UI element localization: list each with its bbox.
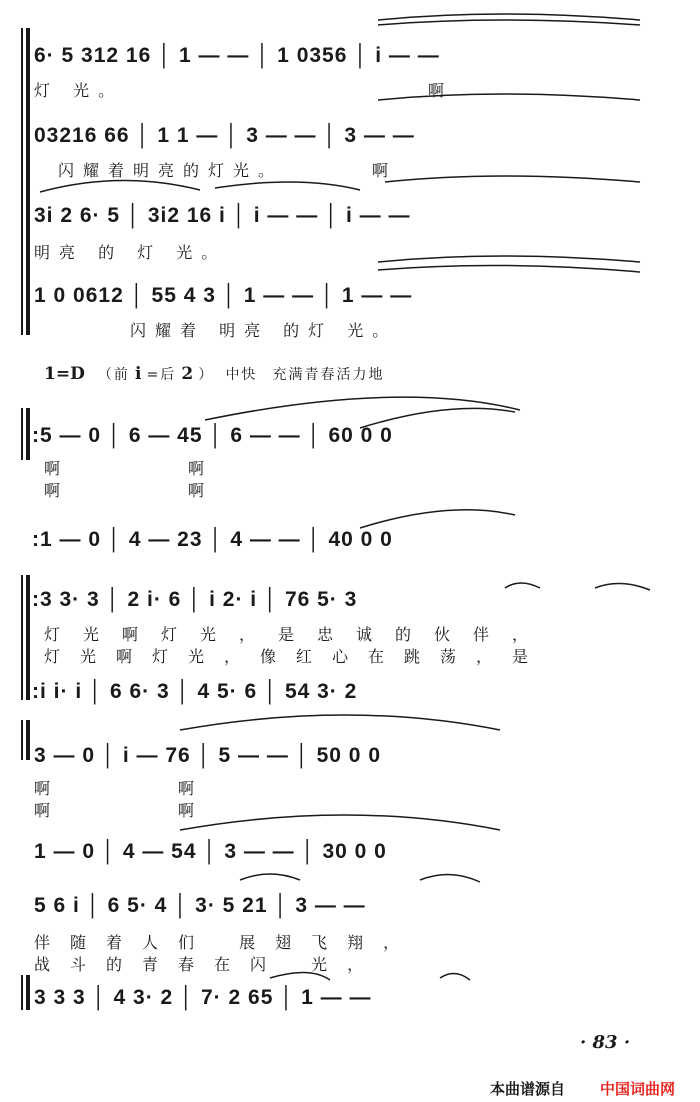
key-equals: =后 xyxy=(146,367,177,383)
tempo-marking: 中快 xyxy=(225,367,258,383)
system2-ah-1: 啊 xyxy=(44,459,70,478)
system1-voice3-notes: 3i 2 6· 5 │ 3i2 16 i │ i — — │ i — — xyxy=(34,204,411,227)
system2-lyric-verse2: 灯光啊灯光，像红心在跳荡，是 xyxy=(44,647,549,666)
system1-voice2-ah: 啊 xyxy=(372,161,398,180)
system2-ah-2: 啊 xyxy=(188,459,214,478)
footer-source-text: 本曲谱源自 xyxy=(490,1080,566,1098)
system1-voice4-lyric: 闪耀着 明亮 的灯 光。 xyxy=(130,321,398,340)
system1-voice1-ah: 啊 xyxy=(428,81,454,100)
system1-voice3-lyric: 明亮 的 灯 光。 xyxy=(34,243,227,262)
system3-ah-1: 啊 xyxy=(34,779,60,798)
system2-voice3-notes: :3 3· 3 │ 2 i· 6 │ i 2· i │ 76 5· 3 xyxy=(32,588,358,611)
key-paren-close: ） xyxy=(198,367,215,383)
key-signature: 1=D xyxy=(44,364,85,384)
system1-voice2-lyric: 闪耀着明亮的灯光。 xyxy=(58,161,284,180)
system3-lyric-verse2: 战斗的青春在闪 光， xyxy=(34,955,384,974)
system3-voice1-notes: 3 — 0 │ i — 76 │ 5 — — │ 50 0 0 xyxy=(34,744,382,767)
system3-voice4-notes: 3 3 3 │ 4 3· 2 │ 7· 2 65 │ 1 — — xyxy=(34,986,372,1009)
system1-voice4-notes: 1 0 0612 │ 55 4 3 │ 1 — — │ 1 — — xyxy=(34,284,413,307)
system2-ah-4: 啊 xyxy=(188,481,214,500)
system2-lyric-verse1: 灯光啊灯光，是忠诚的伙伴， xyxy=(44,625,552,644)
key-note-i: i xyxy=(135,364,142,384)
system2-voice2-notes: :1 — 0 │ 4 — 23 │ 4 — — │ 40 0 0 xyxy=(32,528,393,551)
system1-voice2-notes: 03216 66 │ 1 1 — │ 3 — — │ 3 — — xyxy=(34,124,415,147)
system3-voice3-notes: 5 6 i │ 6 5· 4 │ 3· 5 21 │ 3 — — xyxy=(34,894,366,917)
key-note-2: 2 xyxy=(181,364,194,384)
system3-ah-4: 啊 xyxy=(178,801,204,820)
expression-marking: 充满青春活力地 xyxy=(272,367,385,383)
system3-lyric-verse1: 伴随着人们 展翅飞翔， xyxy=(34,933,420,952)
system1-voice1-notes: 6· 5 312 16 │ 1 — — │ 1 0356 │ i — — xyxy=(34,44,440,67)
system3-ah-3: 啊 xyxy=(34,801,60,820)
system3-ah-2: 啊 xyxy=(178,779,204,798)
footer-site-link[interactable]: 中国词曲网 xyxy=(600,1080,676,1098)
key-signature-line xyxy=(44,364,385,384)
system2-voice1-notes: :5 — 0 │ 6 — 45 │ 6 — — │ 60 0 0 xyxy=(32,424,393,447)
system2-ah-3: 啊 xyxy=(44,481,70,500)
system3-voice2-notes: 1 — 0 │ 4 — 54 │ 3 — — │ 30 0 0 xyxy=(34,840,387,863)
system2-voice4-notes: :i i· i │ 6 6· 3 │ 4 5· 6 │ 54 3· 2 xyxy=(32,680,358,703)
system1-voice1-lyric: 灯 光。 xyxy=(34,81,124,100)
page-number: · 83 · xyxy=(580,1032,631,1053)
key-paren-open: （前 xyxy=(97,367,130,383)
